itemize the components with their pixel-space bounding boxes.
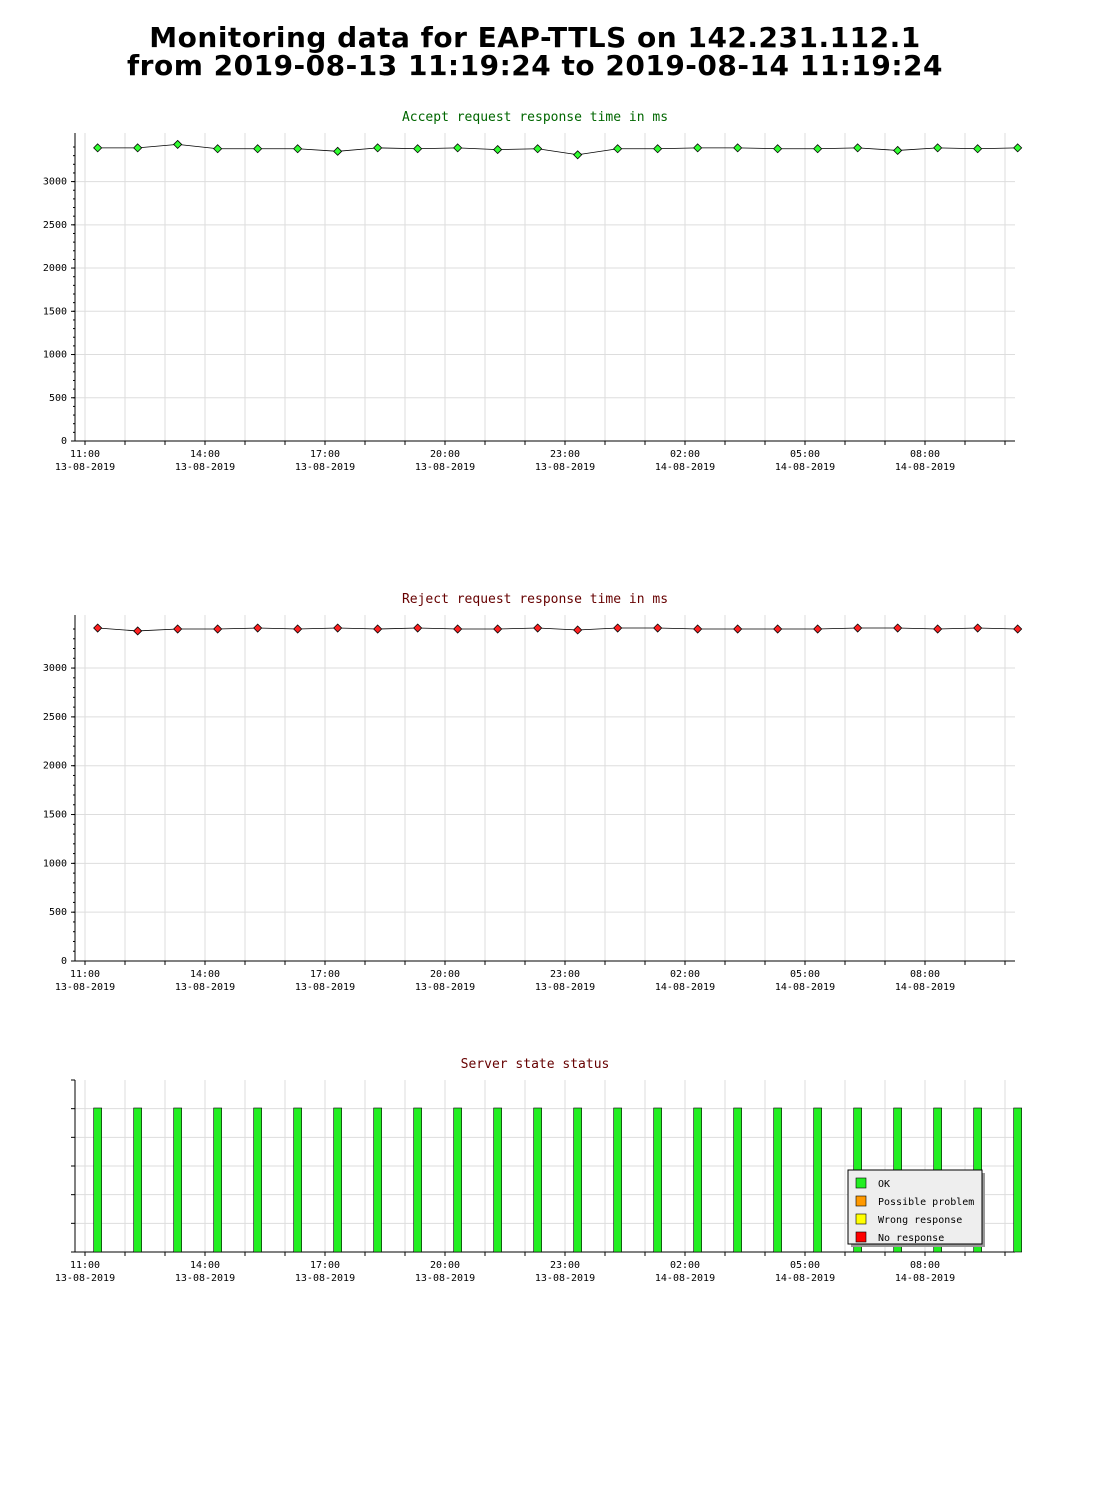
x-tick-label-time: 23:00 (549, 449, 581, 460)
legend-swatch (856, 1232, 866, 1242)
y-tick-label: 2000 (42, 760, 67, 772)
data-point (374, 144, 382, 152)
data-point (654, 145, 662, 153)
x-tick-label-date: 13-08-2019 (534, 1273, 596, 1284)
legend-swatch (856, 1178, 866, 1188)
x-tick-label-time: 20:00 (429, 1260, 461, 1271)
x-tick-label-date: 13-08-2019 (414, 462, 476, 473)
x-tick-label-time: 23:00 (549, 1260, 581, 1271)
y-tick-label: 1500 (42, 306, 67, 318)
chart-title: Server state status (460, 1057, 610, 1072)
data-point (254, 624, 262, 632)
status-bar (774, 1108, 782, 1252)
data-point (934, 625, 942, 633)
x-tick-label-date: 13-08-2019 (54, 462, 116, 473)
data-point (454, 625, 462, 633)
chart-title: Accept request response time in ms (401, 110, 669, 125)
data-point (974, 624, 982, 632)
y-tick-label: 1000 (42, 349, 67, 361)
data-point (334, 624, 342, 632)
reject-response-time-chart (0, 560, 1100, 993)
status-bar (334, 1108, 342, 1252)
x-tick-label-time: 17:00 (309, 449, 341, 460)
status-bar (374, 1108, 382, 1252)
x-tick-label-date: 13-08-2019 (174, 462, 236, 473)
x-tick-label-date: 14-08-2019 (654, 982, 716, 993)
x-tick-label-time: 20:00 (429, 449, 461, 460)
x-tick-label-date: 13-08-2019 (294, 1273, 356, 1284)
data-point (174, 625, 182, 633)
data-point (254, 145, 262, 153)
data-point (734, 625, 742, 633)
page-title (0, 21, 1070, 82)
x-tick-label-date: 14-08-2019 (774, 982, 836, 993)
x-tick-label-date: 13-08-2019 (174, 1273, 236, 1284)
chart-title: Reject request response time in ms (401, 592, 669, 607)
accept-response-time-chart (0, 100, 1100, 500)
x-tick-label-time: 05:00 (789, 449, 821, 460)
status-bar (294, 1108, 302, 1252)
data-point (734, 144, 742, 152)
data-point (334, 147, 342, 155)
y-tick-label: 2000 (42, 263, 67, 275)
data-point (94, 624, 102, 632)
x-tick-label-date: 13-08-2019 (534, 462, 596, 473)
x-tick-label-date: 14-08-2019 (894, 462, 956, 473)
x-tick-label-date: 13-08-2019 (414, 1273, 476, 1284)
data-point (494, 625, 502, 633)
y-tick-label: 0 (60, 956, 67, 967)
data-point (294, 625, 302, 633)
data-point (214, 625, 222, 633)
status-bar (214, 1108, 222, 1252)
data-point (614, 145, 622, 153)
x-tick-label-time: 11:00 (69, 969, 101, 980)
status-bar (654, 1108, 662, 1252)
x-tick-label-time: 14:00 (189, 1260, 221, 1271)
series-line (98, 628, 1018, 631)
x-tick-label-time: 08:00 (909, 1260, 941, 1271)
status-bar (134, 1108, 142, 1252)
data-point (494, 146, 502, 154)
x-tick-label-time: 02:00 (669, 969, 701, 980)
status-bar (174, 1108, 182, 1252)
data-point (694, 625, 702, 633)
y-tick-label: 2500 (42, 219, 67, 231)
data-point (774, 145, 782, 153)
data-point (134, 144, 142, 152)
y-tick-label: 500 (48, 392, 67, 404)
data-point (854, 624, 862, 632)
data-point (574, 151, 582, 159)
data-point (94, 144, 102, 152)
status-bar (534, 1108, 542, 1252)
x-tick-label-date: 13-08-2019 (54, 982, 116, 993)
y-tick-label: 0 (60, 436, 67, 447)
data-point (174, 140, 182, 148)
x-tick-label-date: 13-08-2019 (294, 462, 356, 473)
data-point (414, 624, 422, 632)
legend-label: Possible problem (878, 1197, 975, 1208)
data-point (574, 626, 582, 634)
status-bar (734, 1108, 742, 1252)
y-tick-label: 2500 (42, 711, 67, 723)
x-tick-label-date: 14-08-2019 (774, 462, 836, 473)
legend-label: OK (878, 1179, 891, 1190)
data-point (814, 625, 822, 633)
page-title-line-2: from 2019-08-13 11:19:24 to 2019-08-14 11:19:24 (126, 49, 944, 82)
status-bar (494, 1108, 502, 1252)
legend-label: No response (878, 1233, 945, 1244)
x-tick-label-time: 11:00 (69, 449, 101, 460)
data-point (1014, 144, 1022, 152)
x-tick-label-time: 14:00 (189, 969, 221, 980)
data-point (414, 145, 422, 153)
data-point (934, 144, 942, 152)
x-tick-label-date: 13-08-2019 (174, 982, 236, 993)
x-tick-label-time: 17:00 (309, 969, 341, 980)
data-point (774, 625, 782, 633)
x-tick-label-date: 14-08-2019 (654, 1273, 716, 1284)
legend-swatch (856, 1196, 866, 1206)
status-bar (94, 1108, 102, 1252)
x-tick-label-time: 08:00 (909, 449, 941, 460)
status-bar (454, 1108, 462, 1252)
data-point (894, 146, 902, 154)
x-tick-label-time: 17:00 (309, 1260, 341, 1271)
status-bar (1014, 1108, 1022, 1252)
x-tick-label-time: 11:00 (69, 1260, 101, 1271)
server-state-status-chart (0, 1040, 1100, 1300)
data-point (214, 145, 222, 153)
x-tick-label-date: 13-08-2019 (414, 982, 476, 993)
x-tick-label-time: 08:00 (909, 969, 941, 980)
x-tick-label-date: 13-08-2019 (54, 1273, 116, 1284)
data-point (374, 625, 382, 633)
series-line (98, 144, 1018, 154)
x-tick-label-date: 14-08-2019 (654, 462, 716, 473)
x-tick-label-time: 14:00 (189, 449, 221, 460)
data-point (294, 145, 302, 153)
x-tick-label-time: 02:00 (669, 449, 701, 460)
status-bar (254, 1108, 262, 1252)
x-tick-label-date: 13-08-2019 (534, 982, 596, 993)
y-tick-label: 1500 (42, 809, 67, 821)
y-tick-label: 1000 (42, 858, 67, 870)
data-point (654, 624, 662, 632)
y-tick-label: 3000 (42, 176, 67, 188)
x-tick-label-date: 14-08-2019 (894, 982, 956, 993)
data-point (454, 144, 462, 152)
data-point (1014, 625, 1022, 633)
status-bar (614, 1108, 622, 1252)
legend-label: Wrong response (878, 1215, 963, 1226)
data-point (974, 145, 982, 153)
x-tick-label-time: 23:00 (549, 969, 581, 980)
data-point (614, 624, 622, 632)
y-tick-label: 500 (48, 907, 67, 919)
status-bar (574, 1108, 582, 1252)
status-bar (814, 1108, 822, 1252)
x-tick-label-date: 14-08-2019 (774, 1273, 836, 1284)
data-point (854, 144, 862, 152)
status-bar (694, 1108, 702, 1252)
data-point (534, 624, 542, 632)
x-tick-label-date: 13-08-2019 (294, 982, 356, 993)
x-tick-label-time: 02:00 (669, 1260, 701, 1271)
data-point (534, 145, 542, 153)
x-tick-label-time: 05:00 (789, 1260, 821, 1271)
x-tick-label-date: 14-08-2019 (894, 1273, 956, 1284)
page-title-line-1: Monitoring data for EAP-TTLS on 142.231.112.1 (149, 21, 921, 54)
x-tick-label-time: 20:00 (429, 969, 461, 980)
data-point (134, 627, 142, 635)
x-tick-label-time: 05:00 (789, 969, 821, 980)
data-point (894, 624, 902, 632)
status-bar (414, 1108, 422, 1252)
data-point (694, 144, 702, 152)
legend-swatch (856, 1214, 866, 1224)
y-tick-label: 3000 (42, 663, 67, 675)
data-point (814, 145, 822, 153)
